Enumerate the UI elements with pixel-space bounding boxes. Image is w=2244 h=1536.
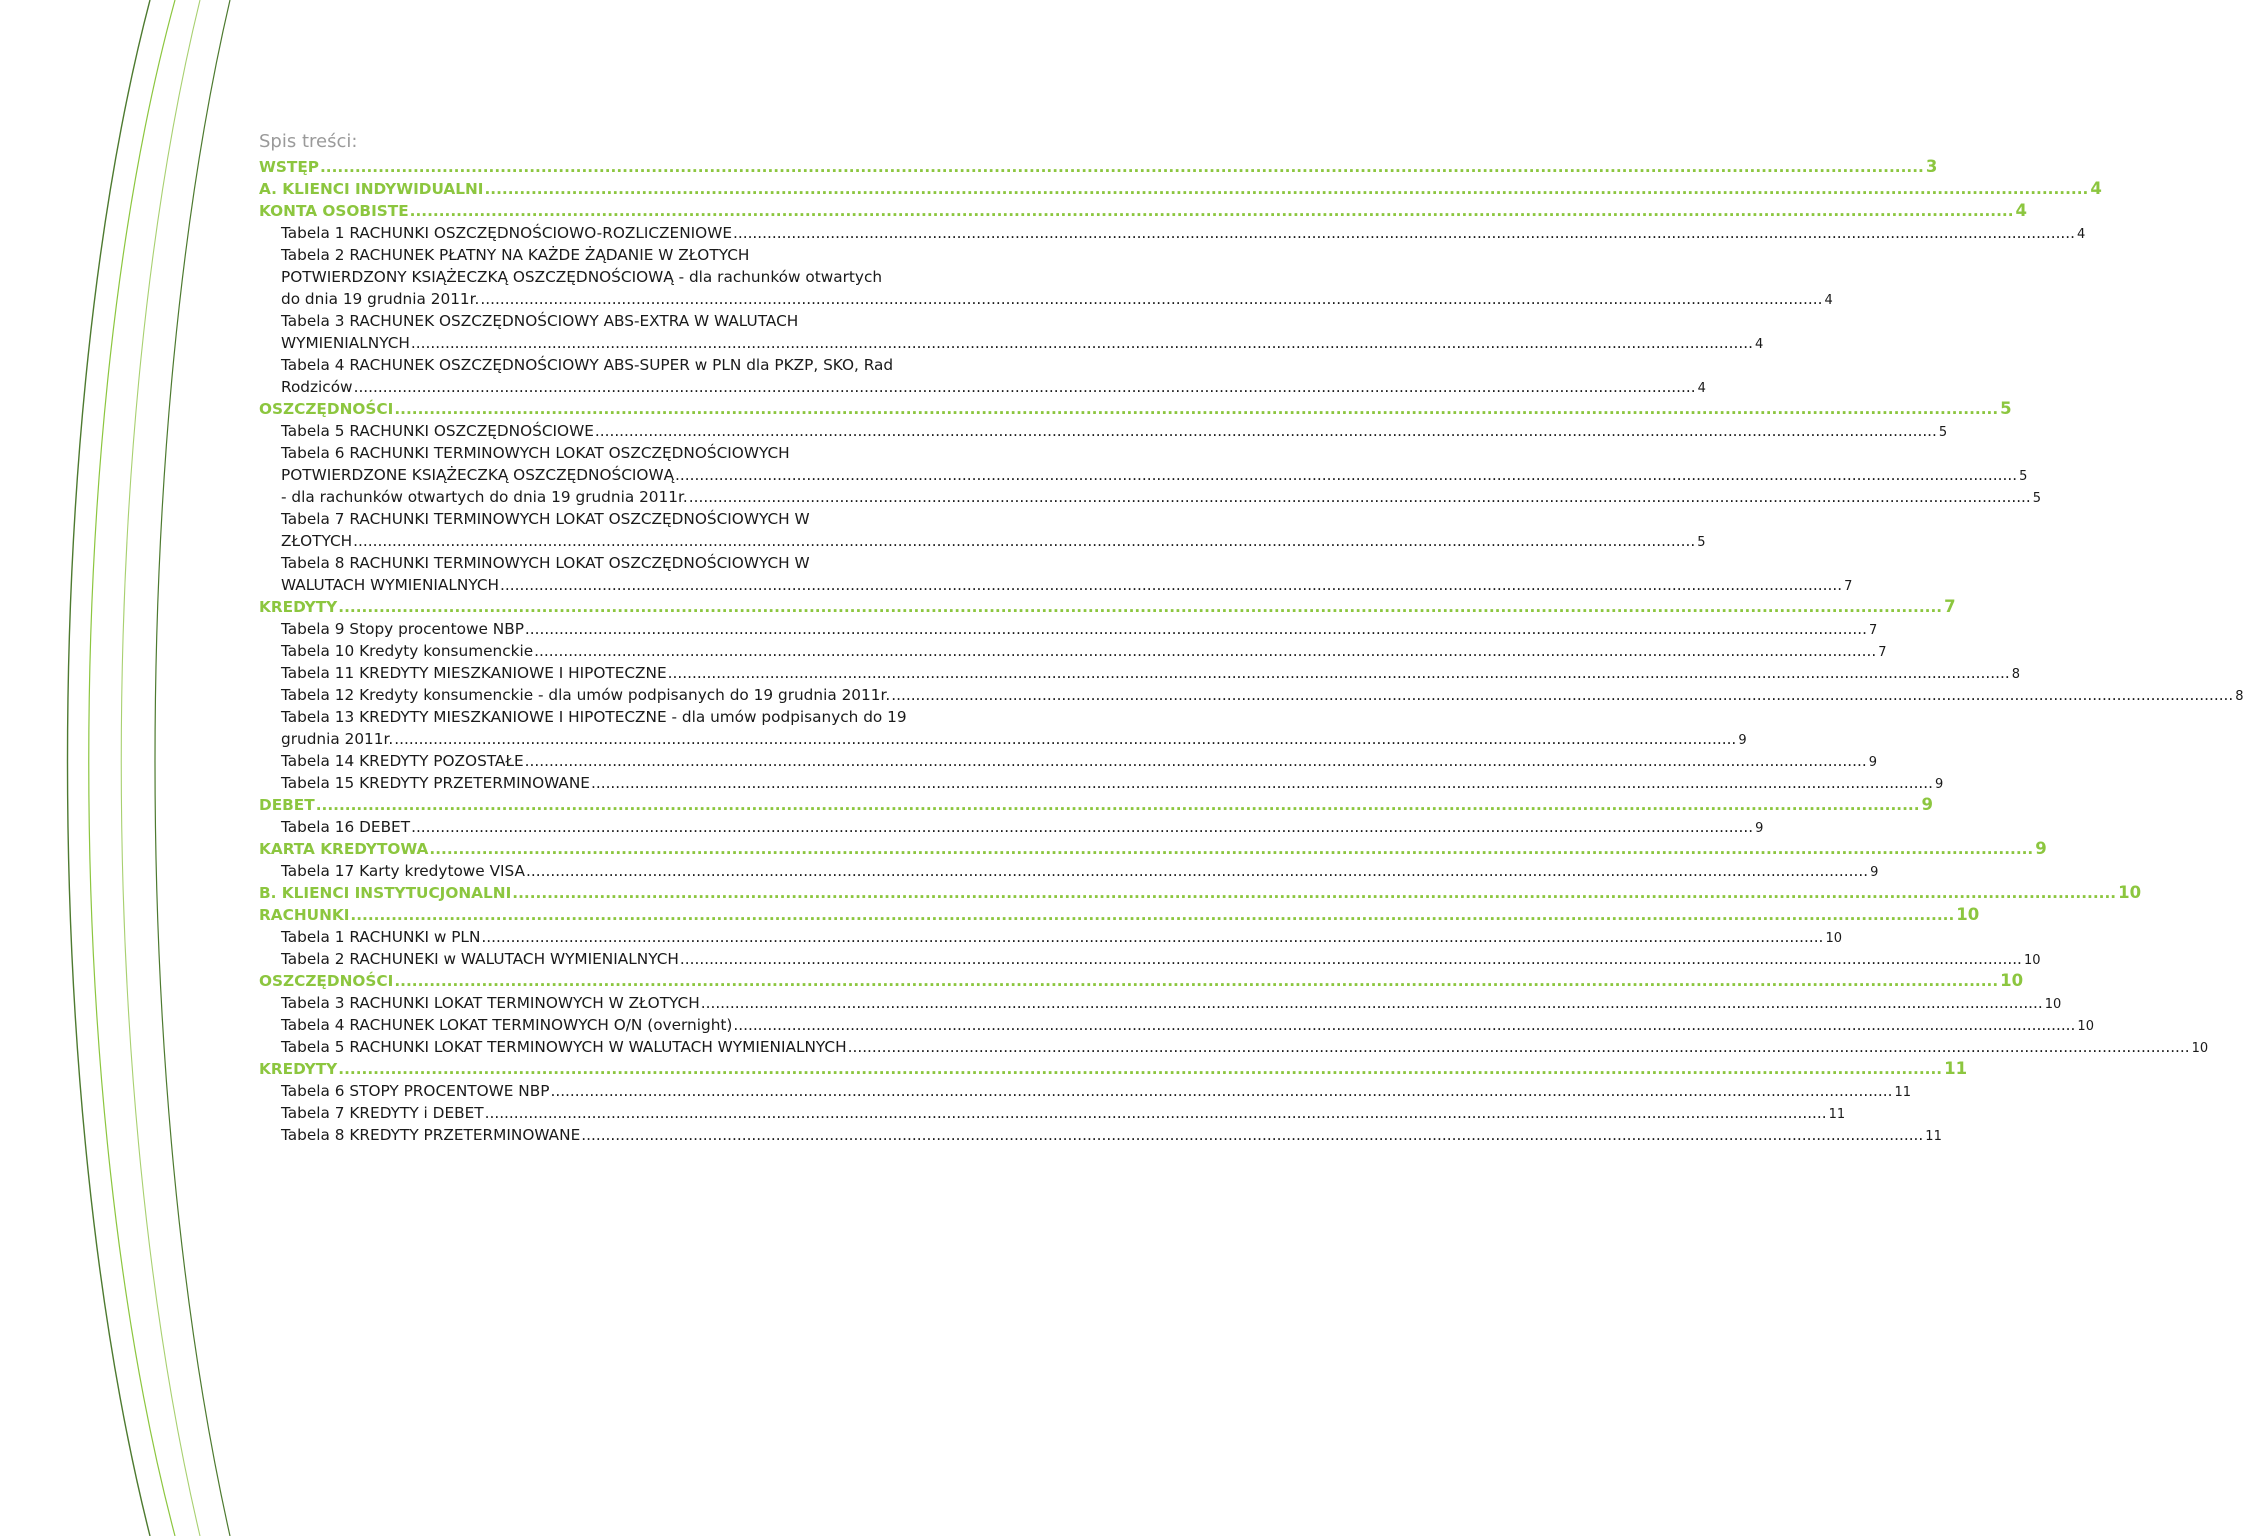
dot-leader <box>479 288 1823 310</box>
toc-page-number: 9 <box>1755 821 1764 836</box>
toc-table-link[interactable] <box>259 926 1842 948</box>
dot-leader <box>484 1102 1828 1124</box>
toc-entry-text: B. KLIENCI INSTYTUCJONALNI <box>259 884 512 902</box>
toc-section-link[interactable] <box>259 838 2047 860</box>
toc-entry-text: Tabela 12 Kredyty konsumenckie - dla umów podpisanych do 19 grudnia 2011r. <box>281 686 891 704</box>
dot-leader <box>679 948 2023 970</box>
toc-entry-text: Tabela 9 Stopy procentowe NBP <box>281 620 524 638</box>
toc-page-number: 8 <box>2011 667 2020 682</box>
dot-leader <box>409 200 2015 222</box>
toc-section-link[interactable] <box>259 398 2012 420</box>
dot-leader <box>732 1014 2076 1036</box>
toc-table-link[interactable] <box>259 772 1944 794</box>
toc-entry-text: Tabela 8 KREDYTY PRZETERMINOWANE <box>281 1126 581 1144</box>
toc-entry-text: Tabela 2 RACHUNEKI w WALUTACH WYMIENIALNYCH <box>281 950 679 968</box>
toc-entry-text: Tabela 4 RACHUNEK LOKAT TERMINOWYCH O/N (overnight) <box>281 1016 733 1034</box>
toc-table-link[interactable] <box>259 1080 1912 1102</box>
toc-entry-text: POTWIERDZONY KSIĄŻECZKĄ OSZCZĘDNOŚCIOWĄ - dla rachunków otwartych <box>281 268 883 286</box>
toc-section-link[interactable] <box>259 156 1938 178</box>
dot-leader <box>674 464 2018 486</box>
dot-leader <box>525 860 1869 882</box>
toc-entry-text: Tabela 2 RACHUNEK PŁATNY NA KAŻDE ŻĄDANIE W ZŁOTYCH <box>281 246 750 264</box>
toc-section-link[interactable] <box>259 1058 1968 1080</box>
decorative-curves <box>0 0 240 1536</box>
toc-page-number: 4 <box>2090 179 2102 198</box>
toc-table-link[interactable] <box>259 486 2042 508</box>
toc-table-link[interactable] <box>259 618 1878 640</box>
dot-leader <box>524 618 1868 640</box>
toc-table-link[interactable] <box>259 1102 1846 1124</box>
toc-entry-text: WYMIENIALNYCH <box>281 334 410 352</box>
dot-leader <box>428 838 2034 860</box>
toc-section-link[interactable] <box>259 970 2024 992</box>
toc-entry-text: Tabela 11 KREDYTY MIESZKANIOWE I HIPOTECZNE <box>281 664 667 682</box>
toc-entry-text: KREDYTY <box>259 1060 338 1078</box>
curve-4 <box>155 0 230 1536</box>
toc-page-number: 11 <box>1925 1129 1942 1144</box>
dot-leader <box>890 684 2234 706</box>
toc-table-link[interactable] <box>259 222 2086 244</box>
toc-entry-text: Tabela 6 RACHUNKI TERMINOWYCH LOKAT OSZCZĘDNOŚCIOWYCH <box>281 444 790 462</box>
toc-table-link[interactable] <box>259 354 1706 398</box>
dot-leader <box>349 904 1955 926</box>
toc-section-link[interactable] <box>259 904 1980 926</box>
toc-section-link[interactable] <box>259 200 2027 222</box>
toc-table-link[interactable] <box>259 1036 2209 1058</box>
dot-leader <box>352 530 1696 552</box>
toc-entry-text: ZŁOTYCH <box>281 532 353 550</box>
toc-page-number: 7 <box>1868 623 1878 638</box>
dot-leader <box>410 332 1754 354</box>
toc-page-number: 5 <box>2000 399 2012 418</box>
toc-entry-text: Tabela 8 RACHUNKI TERMINOWYCH LOKAT OSZCZĘDNOŚCIOWYCH W <box>281 554 810 572</box>
dot-leader <box>337 1058 1943 1080</box>
toc-page-number: 4 <box>1697 381 1706 396</box>
dot-leader <box>353 376 1697 398</box>
toc-entry-text: Tabela 1 RACHUNKI OSZCZĘDNOŚCIOWO-ROZLICZENIOWE <box>281 224 732 242</box>
toc-page-number: 4 <box>2015 201 2027 220</box>
toc-page-number: 10 <box>2000 971 2024 990</box>
dot-leader <box>533 640 1877 662</box>
toc-table-link[interactable] <box>259 992 2062 1014</box>
toc-entry-text: Rodziców <box>281 378 353 396</box>
toc-entry-text: DEBET <box>259 796 315 814</box>
toc-table-link[interactable] <box>259 706 1747 750</box>
toc-page-number: 11 <box>1944 1059 1968 1078</box>
dot-leader <box>393 728 1737 750</box>
toc-entry-text: Tabela 1 RACHUNKI w PLN <box>281 928 481 946</box>
toc-page-number: 10 <box>2023 953 2041 968</box>
curve-1 <box>68 0 151 1536</box>
toc-table-link[interactable] <box>259 1014 2094 1036</box>
toc-page-number: 10 <box>2118 883 2142 902</box>
toc-page-number: 10 <box>1956 905 1980 924</box>
toc-page-number: 9 <box>1921 795 1934 814</box>
toc-entry-text: Tabela 3 RACHUNKI LOKAT TERMINOWYCH W ZŁOTYCH <box>281 994 700 1012</box>
toc-list <box>259 156 2244 1146</box>
dot-leader <box>393 970 1999 992</box>
toc-entry-text: OSZCZĘDNOŚCI <box>259 972 394 990</box>
toc-table-link[interactable] <box>259 310 1764 354</box>
dot-leader <box>524 750 1868 772</box>
toc-table-link[interactable] <box>259 948 2041 970</box>
dot-leader <box>590 772 1934 794</box>
toc-entry-text: Tabela 10 Kredyty konsumenckie <box>281 642 534 660</box>
dot-leader <box>315 794 1921 816</box>
toc-page-number: 4 <box>1824 293 1833 308</box>
toc-table-link[interactable] <box>259 860 1879 882</box>
dot-leader <box>667 662 2011 684</box>
dot-leader <box>700 992 2044 1014</box>
dot-leader <box>484 178 2090 200</box>
toc-entry-text: Tabela 7 RACHUNKI TERMINOWYCH LOKAT OSZCZĘDNOŚCIOWYCH W <box>281 510 810 528</box>
toc-entry-text: Tabela 17 Karty kredytowe VISA <box>281 862 526 880</box>
toc-entry-text: Tabela 7 KREDYTY i DEBET <box>281 1104 484 1122</box>
dot-leader <box>499 574 1843 596</box>
toc-page-number: 7 <box>1944 597 1956 616</box>
dot-leader <box>410 816 1754 838</box>
toc-page-number: 9 <box>1870 865 1879 880</box>
toc-table-link[interactable] <box>259 552 1853 596</box>
toc-page-number: 5 <box>1697 535 1706 550</box>
toc-entry-text: KREDYTY <box>259 598 338 616</box>
toc-table-link[interactable] <box>259 662 2020 684</box>
toc-title: Spis treści: <box>259 131 358 152</box>
dot-leader <box>688 486 2032 508</box>
toc-page-number: 10 <box>2191 1041 2209 1056</box>
toc-entry-text: WALUTACH WYMIENIALNYCH <box>281 576 500 594</box>
toc-table-link[interactable] <box>259 640 1887 662</box>
toc-table-link[interactable] <box>259 684 2244 706</box>
toc-entry-text: POTWIERDZONE KSIĄŻECZKĄ OSZCZĘDNOŚCIOWĄ <box>281 466 675 484</box>
toc-table-link[interactable] <box>259 420 1948 442</box>
dot-leader <box>480 926 1824 948</box>
curve-2 <box>89 0 175 1536</box>
table-of-contents <box>259 128 2244 1146</box>
toc-page-number: 5 <box>1938 425 1948 440</box>
toc-table-link[interactable] <box>259 244 1833 310</box>
toc-entry-text: Tabela 4 RACHUNEK OSZCZĘDNOŚCIOWY ABS-SUPER w PLN dla PKZP, SKO, Rad <box>281 356 894 374</box>
toc-page-number: 9 <box>1868 755 1877 770</box>
toc-entry-text: Tabela 14 KREDYTY POZOSTAŁE <box>281 752 524 770</box>
toc-table-link[interactable] <box>259 1124 1942 1146</box>
toc-table-link[interactable] <box>259 508 1706 552</box>
toc-page-number: 10 <box>2077 1019 2094 1034</box>
toc-entry-text: A. KLIENCI INDYWIDUALNI <box>259 180 484 198</box>
toc-entry-text: Tabela 5 RACHUNKI OSZCZĘDNOŚCIOWE <box>281 422 594 440</box>
dot-leader <box>847 1036 2191 1058</box>
toc-page-number: 11 <box>1894 1085 1912 1100</box>
toc-page-number: 8 <box>2235 689 2244 704</box>
toc-entry-text: RACHUNKI <box>259 906 350 924</box>
dot-leader <box>549 1080 1893 1102</box>
toc-entry-text: OSZCZĘDNOŚCI <box>259 400 394 418</box>
toc-entry-text: KONTA OSOBISTE <box>259 202 409 220</box>
toc-entry-text: Tabela 5 RACHUNKI LOKAT TERMINOWYCH W WALUTACH WYMIENIALNYCH <box>281 1038 847 1056</box>
dot-leader <box>580 1124 1924 1146</box>
toc-section-link[interactable] <box>259 178 2102 200</box>
toc-entry-text: grudnia 2011r. <box>281 730 394 748</box>
dot-leader <box>319 156 1925 178</box>
toc-entry-text: Tabela 13 KREDYTY MIESZKANIOWE I HIPOTECZNE - dla umów podpisanych do 19 <box>281 708 907 726</box>
toc-entry-text: - dla rachunków otwartych do dnia 19 grudnia 2011r. <box>281 488 688 506</box>
dot-leader <box>732 222 2076 244</box>
toc-table-link[interactable] <box>259 442 2028 486</box>
toc-section-link[interactable] <box>259 794 1934 816</box>
dot-leader <box>511 882 2117 904</box>
toc-entry-text: do dnia 19 grudnia 2011r. <box>281 290 480 308</box>
dot-leader <box>393 398 1999 420</box>
toc-entry-text: Tabela 16 DEBET <box>281 818 411 836</box>
toc-page-number: 9 <box>1935 777 1944 792</box>
dot-leader <box>594 420 1938 442</box>
toc-entry-text: Tabela 6 STOPY PROCENTOWE NBP <box>281 1082 550 1100</box>
toc-table-link[interactable] <box>259 750 1877 772</box>
toc-page-number: 7 <box>1878 645 1887 660</box>
toc-page-number: 11 <box>1828 1107 1846 1122</box>
toc-entry-text: KARTA KREDYTOWA <box>259 840 429 858</box>
toc-page-number: 7 <box>1844 579 1853 594</box>
toc-section-link[interactable] <box>259 882 2142 904</box>
toc-entry-text: WSTĘP <box>259 158 319 176</box>
toc-section-link[interactable] <box>259 596 1956 618</box>
dot-leader <box>337 596 1943 618</box>
toc-page-number: 10 <box>1825 931 1842 946</box>
toc-page-number: 5 <box>2032 491 2042 506</box>
toc-entry-text: Tabela 15 KREDYTY PRZETERMINOWANE <box>281 774 590 792</box>
toc-page-number: 4 <box>1754 337 1764 352</box>
toc-page-number: 4 <box>2077 227 2086 242</box>
toc-page-number: 9 <box>1738 733 1747 748</box>
toc-page-number: 10 <box>2044 997 2062 1012</box>
toc-table-link[interactable] <box>259 816 1764 838</box>
toc-entry-text: Tabela 3 RACHUNEK OSZCZĘDNOŚCIOWY ABS-EXTRA W WALUTACH <box>281 312 799 330</box>
toc-page-number: 3 <box>1925 157 1938 176</box>
toc-page-number: 5 <box>2019 469 2028 484</box>
toc-page-number: 9 <box>2035 839 2047 858</box>
